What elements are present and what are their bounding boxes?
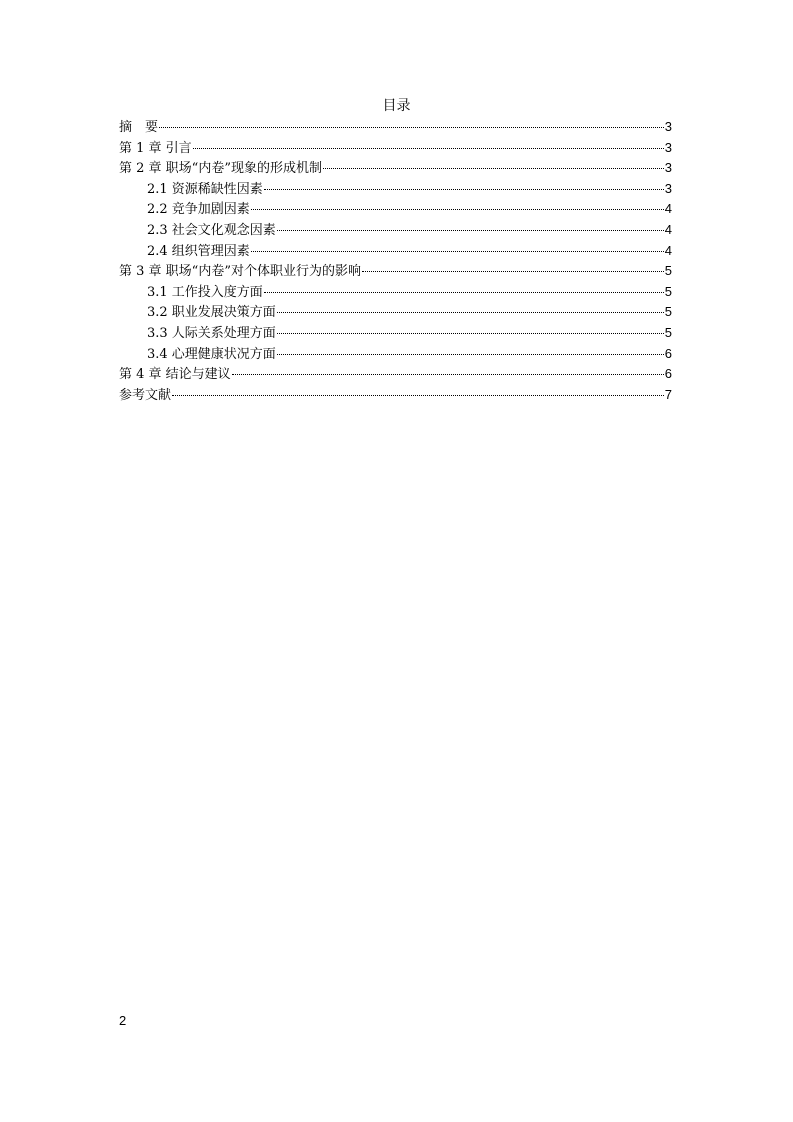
toc-entry-page: 3 — [664, 119, 672, 134]
toc-dot-leader — [159, 127, 664, 128]
toc-entry-chapter-2[interactable] — [119, 158, 672, 179]
toc-entry-page: 6 — [664, 345, 672, 361]
toc-entry-label: 第 2 章 职场“内卷”现象的形成机制 — [119, 161, 322, 177]
toc-dot-leader — [277, 354, 664, 355]
toc-entry-page: 4 — [664, 242, 672, 258]
toc-entry-label: 2.4 组织管理因素 — [147, 243, 250, 259]
toc-entry-label: 3.4 心理健康状况方面 — [147, 346, 276, 362]
toc-entry-section-3-1[interactable] — [119, 282, 672, 303]
toc-entry-page: 4 — [664, 221, 672, 237]
toc-entry-chapter-4[interactable] — [119, 364, 672, 385]
toc-dot-leader — [277, 333, 664, 334]
toc-entry-page: 5 — [664, 283, 672, 299]
toc-entry-page: 5 — [664, 263, 672, 279]
toc-dot-leader — [264, 292, 664, 293]
toc-entry-label: 第 4 章 结论与建议 — [119, 367, 231, 383]
toc-entry-references[interactable] — [119, 385, 672, 406]
toc-entry-page: 6 — [664, 366, 672, 382]
toc-entry-page: 3 — [664, 160, 672, 176]
toc-entry-label: 第 1 章 引言 — [119, 140, 192, 156]
toc-dot-leader — [362, 271, 664, 272]
toc-entry-chapter-1[interactable] — [119, 138, 672, 159]
toc-entry-section-2-4[interactable] — [119, 241, 672, 262]
toc-entry-section-2-1[interactable] — [119, 179, 672, 200]
toc-entry-label: 摘 要 — [119, 120, 159, 135]
toc-dot-leader — [251, 251, 664, 252]
toc-entry-page: 3 — [664, 180, 672, 196]
toc-dot-leader — [172, 395, 664, 396]
toc-entry-section-3-3[interactable] — [119, 323, 672, 344]
toc-dot-leader — [277, 312, 664, 313]
toc-entry-label: 2.3 社会文化观念因素 — [147, 222, 276, 238]
toc-entry-label: 第 3 章 职场“内卷”对个体职业行为的影响 — [119, 264, 361, 280]
toc-entry-page: 3 — [664, 139, 672, 155]
toc-entry-page: 5 — [664, 304, 672, 320]
toc-entry-section-2-3[interactable] — [119, 220, 672, 241]
toc-entry-page: 5 — [664, 324, 672, 340]
toc-entry-page: 7 — [664, 386, 672, 402]
toc-dot-leader — [232, 374, 664, 375]
toc-entry-label: 3.1 工作投入度方面 — [147, 284, 263, 300]
toc-dot-leader — [277, 230, 664, 231]
toc-entry-label: 2.1 资源稀缺性因素 — [147, 181, 263, 197]
toc-dot-leader — [264, 189, 664, 190]
toc-entry-chapter-3[interactable] — [119, 261, 672, 282]
toc-entry-abstract[interactable] — [119, 117, 672, 138]
toc-dot-leader — [193, 148, 664, 149]
page-number: 2 — [119, 1013, 127, 1028]
toc-dot-leader — [251, 209, 664, 210]
toc-entry-label: 3.2 职业发展决策方面 — [147, 305, 276, 321]
toc-entry-section-3-4[interactable] — [119, 344, 672, 365]
toc-entry-section-2-2[interactable] — [119, 199, 672, 220]
toc-entry-section-3-2[interactable] — [119, 302, 672, 323]
table-of-contents — [119, 117, 672, 405]
toc-entry-label: 2.2 竞争加剧因素 — [147, 202, 250, 218]
toc-title: 目录 — [382, 98, 411, 114]
toc-entry-label: 3.3 人际关系处理方面 — [147, 325, 276, 341]
toc-dot-leader — [323, 168, 664, 169]
toc-entry-page: 4 — [664, 201, 672, 217]
toc-entry-label: 参考文献 — [119, 387, 172, 403]
